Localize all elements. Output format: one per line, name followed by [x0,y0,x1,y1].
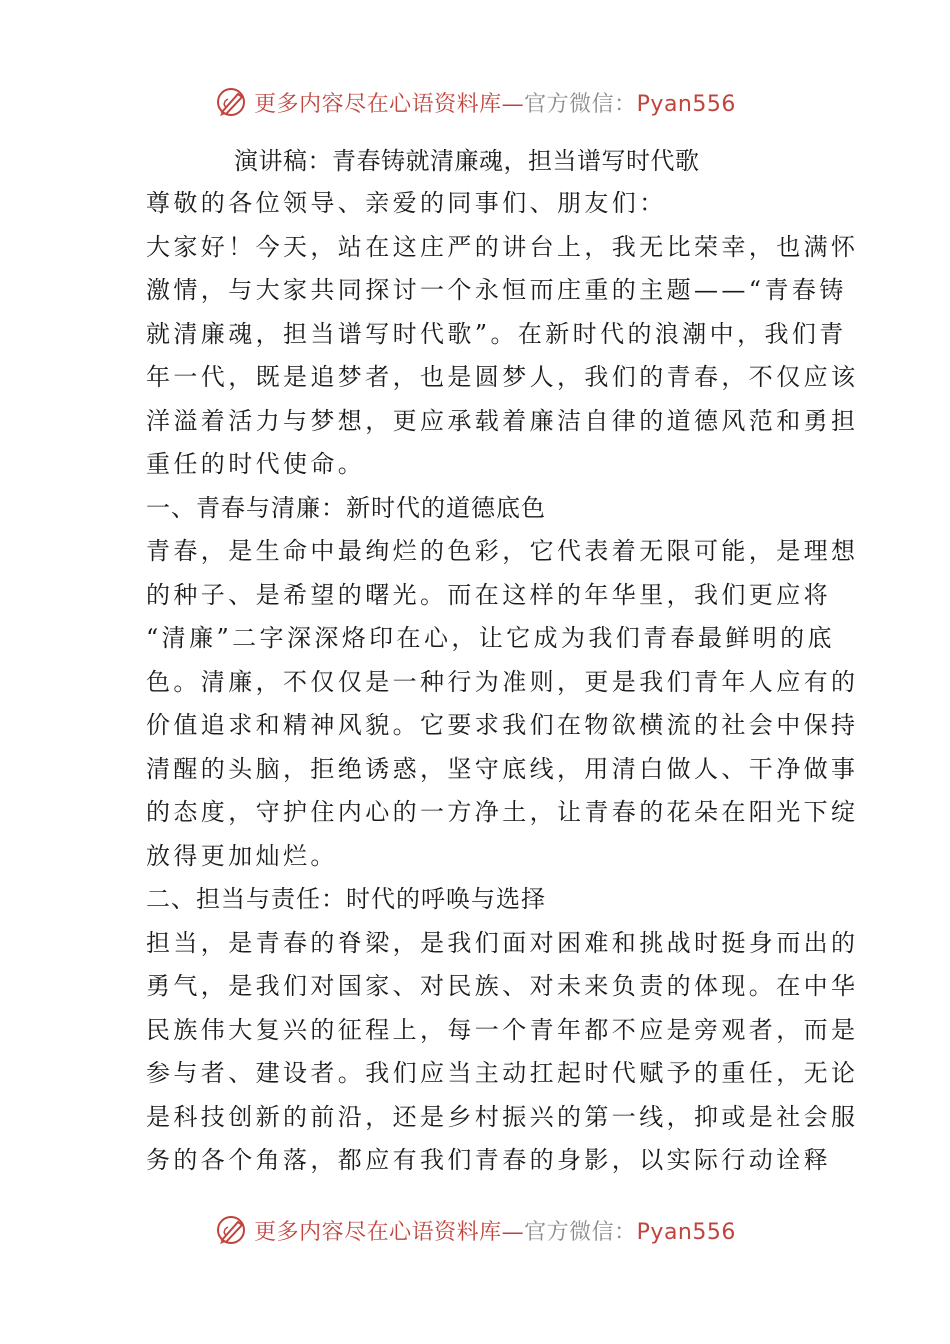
pen-logo-icon [214,85,248,119]
watermark-text [254,87,736,118]
text-line: 的态度，守护住内心的一方净土，让青春的花朵在阳光下绽 [146,798,859,826]
text-line: 参与者、建设者。我们应当主动扛起时代赋予的重任，无论 [146,1059,859,1087]
text-line: 担当，是青春的脊梁，是我们面对困难和挑战时挺身而出的 [146,928,859,957]
watermark-brand: 更多内容尽在心语资料库 [254,1219,502,1245]
watermark-text [254,1215,736,1246]
greeting-line: 尊敬的各位领导、亲爱的同事们、朋友们： [146,189,667,217]
text-line: 勇气，是我们对国家、对民族、对未来负责的体现。在中华 [146,972,859,1000]
text-line: 价值追求和精神风貌。它要求我们在物欲横流的社会中保持 [146,711,859,739]
header-watermark [0,82,950,122]
watermark-official: 官方微信： [524,91,637,117]
text-line: 年一代，既是追梦者，也是圆梦人，我们的青春，不仅应该 [146,363,859,391]
text-line: 色。清廉，不仅仅是一种行为准则，更是我们青年人应有的 [146,667,859,696]
text-line: 是科技创新的前沿，还是乡村振兴的第一线，抑或是社会服 [146,1102,859,1131]
footer-watermark [0,1210,950,1250]
text-line: 放得更加灿烂。 [146,841,338,870]
watermark-id: Pyan556 [636,1219,736,1245]
text-line: 务的各个角落，都应有我们青春的身影，以实际行动诠释 [146,1146,831,1174]
text-line: 民族伟大复兴的征程上，每一个青年都不应是旁观者，而是 [146,1015,859,1044]
text-line: 重任的时代使命。 [146,450,366,478]
document-body [146,140,859,1183]
watermark-dash: — [501,91,525,117]
watermark-brand: 更多内容尽在心语资料库 [254,91,502,117]
text-line: 的种子、是希望的曙光。而在这样的年华里，我们更应将 [146,580,831,609]
watermark-id: Pyan556 [636,91,736,117]
section-heading: 二、担当与责任：时代的呼唤与选择 [146,885,546,913]
text-line: 大家好！今天，站在这庄严的讲台上，我无比荣幸，也满怀 [146,232,859,261]
section-heading: 一、青春与清廉：新时代的道德底色 [146,493,546,522]
pen-logo-icon [214,1213,248,1247]
watermark-dash: — [501,1219,525,1245]
text-line: 清醒的头脑，拒绝诱惑，坚守底线，用清白做人、干净做事 [146,754,859,783]
document-title: 演讲稿：青春铸就清廉魂，担当谱写时代歌 [234,147,700,175]
text-line: 就清廉魂，担当谱写时代歌”。在新时代的浪潮中，我们青 [146,319,847,348]
text-line: “清廉”二字深深烙印在心，让它成为我们青春最鲜明的底 [146,624,835,652]
text-line: 洋溢着活力与梦想，更应承载着廉洁自律的道德风范和勇担 [146,406,859,435]
text-line: 激情，与大家共同探讨一个永恒而庄重的主题——“青春铸 [146,276,847,304]
watermark-official: 官方微信： [524,1219,637,1245]
text-line: 青春，是生命中最绚烂的色彩，它代表着无限可能，是理想 [146,537,859,565]
